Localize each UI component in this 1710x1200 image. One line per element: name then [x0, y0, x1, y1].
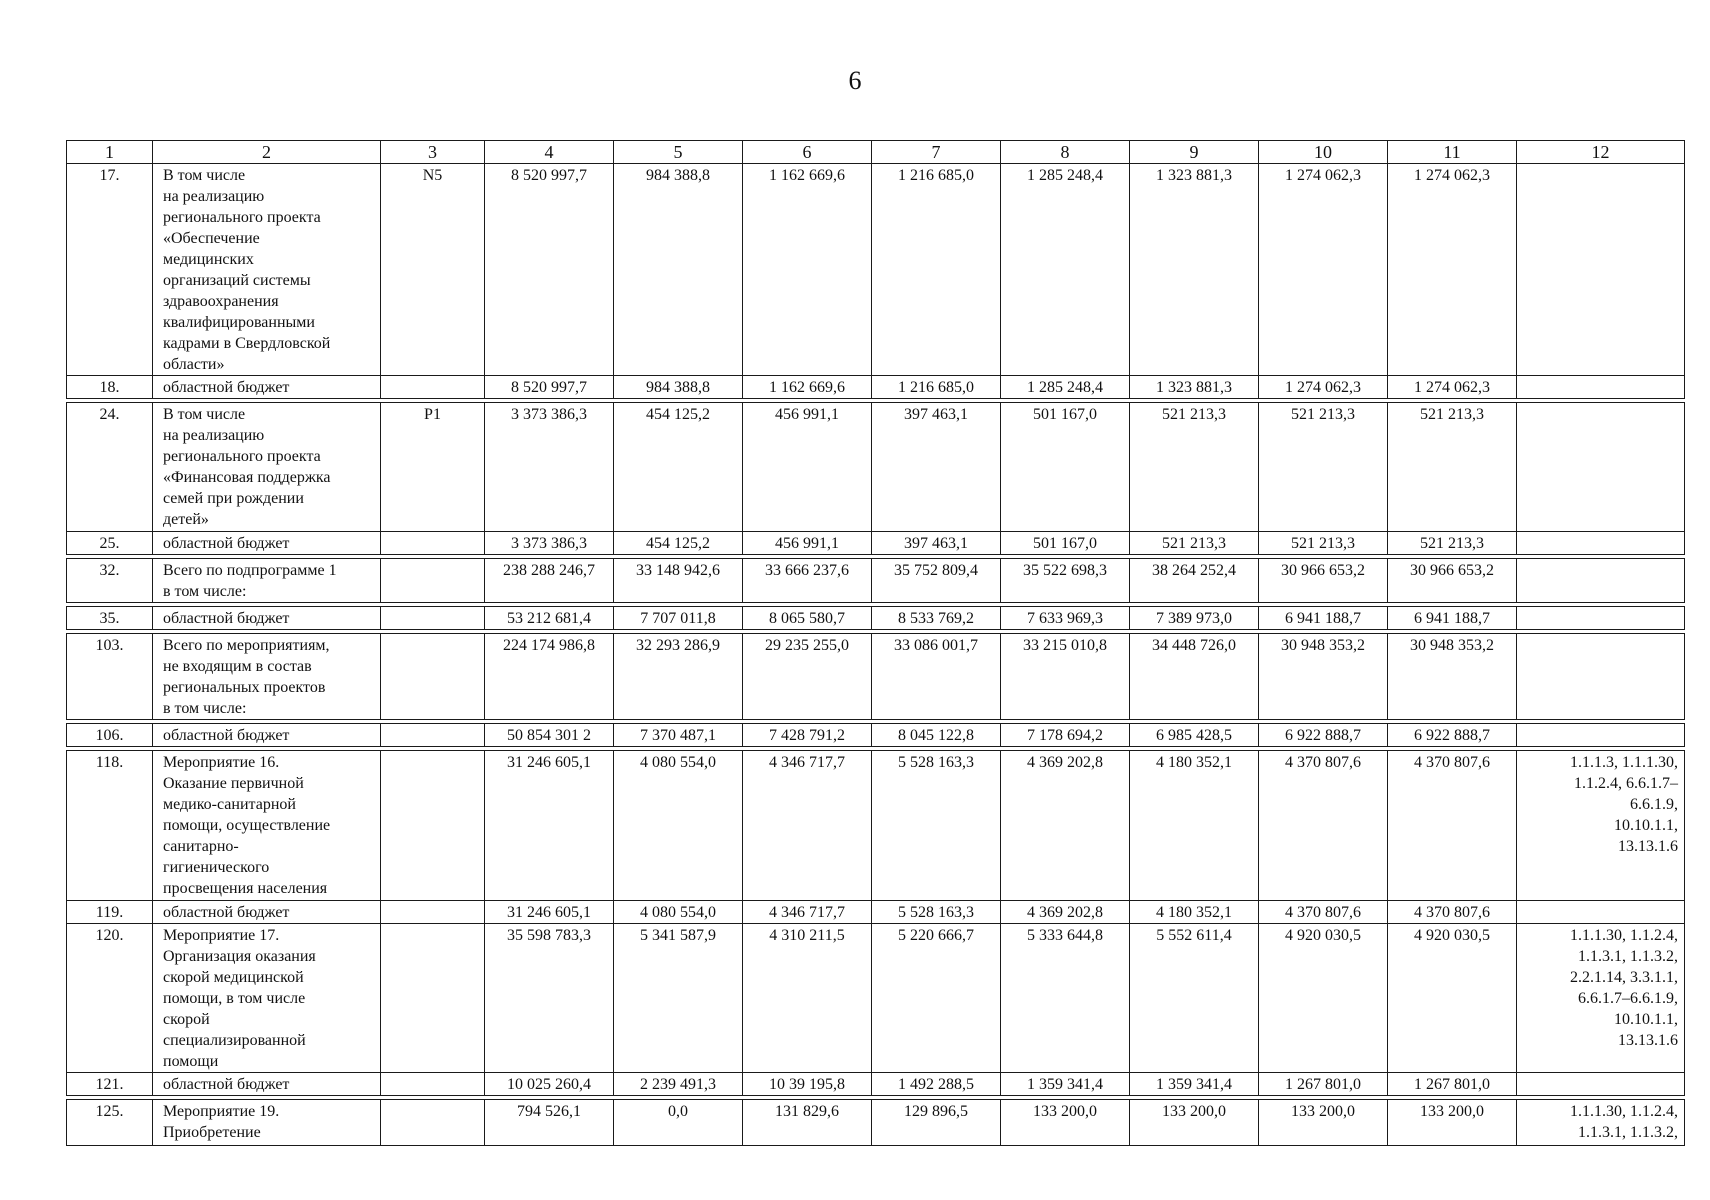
amount-col-4: 8 520 997,7	[485, 164, 614, 376]
row-title-text: областной бюджет	[163, 379, 290, 396]
amount-col-11: 30 948 353,2	[1388, 634, 1517, 720]
row-title-text: Мероприятие 16. Оказание первичной медико-санитарной помощи, осуществление санитарно- гигиенического просвещения населения	[163, 754, 331, 897]
target-indicator-refs	[1517, 403, 1685, 532]
amount-col-6: 33 666 237,6	[743, 559, 872, 603]
amount-col-5: 33 148 942,6	[614, 559, 743, 603]
row-title-text: Мероприятие 17. Организация оказания скорой медицинской помощи, в том числе скорой специализированной помощи	[163, 927, 316, 1070]
amount-col-6: 1 162 669,6	[743, 164, 872, 376]
column-header-1: 1	[67, 141, 153, 164]
row-number: 119.	[67, 901, 153, 924]
amount-col-5: 32 293 286,9	[614, 634, 743, 720]
column-header-7: 7	[872, 141, 1001, 164]
amount-col-4: 31 246 605,1	[485, 901, 614, 924]
amount-col-10: 521 213,3	[1259, 532, 1388, 555]
row-number: 106.	[67, 724, 153, 747]
target-indicator-refs	[1517, 532, 1685, 555]
project-code	[381, 924, 485, 1073]
amount-col-8: 7 178 694,2	[1001, 724, 1130, 747]
amount-col-6: 4 346 717,7	[743, 901, 872, 924]
amount-col-6: 8 065 580,7	[743, 607, 872, 630]
table-row	[67, 724, 1685, 747]
amount-col-11: 4 920 030,5	[1388, 924, 1517, 1073]
amount-col-7: 8 533 769,2	[872, 607, 1001, 630]
amount-col-5: 454 125,2	[614, 532, 743, 555]
row-number: 25.	[67, 532, 153, 555]
row-title	[153, 164, 381, 376]
amount-col-8: 501 167,0	[1001, 403, 1130, 532]
amount-col-4: 35 598 783,3	[485, 924, 614, 1073]
amount-col-6: 4 310 211,5	[743, 924, 872, 1073]
table-row	[67, 164, 1685, 376]
amount-col-8: 1 359 341,4	[1001, 1073, 1130, 1096]
row-number: 24.	[67, 403, 153, 532]
row-title-text: областной бюджет	[163, 610, 290, 627]
amount-col-4: 3 373 386,3	[485, 532, 614, 555]
row-title	[153, 924, 381, 1073]
amount-col-11: 521 213,3	[1388, 403, 1517, 532]
row-title-text: В том числе на реализацию регионального проекта «Финансовая поддержка семей при рождении детей»	[163, 406, 331, 528]
amount-col-8: 35 522 698,3	[1001, 559, 1130, 603]
page-number: 6	[848, 66, 862, 95]
column-header-10: 10	[1259, 141, 1388, 164]
amount-col-5: 7 707 011,8	[614, 607, 743, 630]
column-header-2: 2	[153, 141, 381, 164]
column-header-3: 3	[381, 141, 485, 164]
amount-col-6: 4 346 717,7	[743, 751, 872, 901]
amount-col-7: 33 086 001,7	[872, 634, 1001, 720]
amount-col-9: 34 448 726,0	[1130, 634, 1259, 720]
amount-col-8: 4 369 202,8	[1001, 751, 1130, 901]
project-code	[381, 559, 485, 603]
amount-col-5: 454 125,2	[614, 403, 743, 532]
amount-col-8: 33 215 010,8	[1001, 634, 1130, 720]
row-title	[153, 607, 381, 630]
table-row	[67, 1073, 1685, 1096]
budget-table	[66, 140, 1685, 1146]
amount-col-8: 7 633 969,3	[1001, 607, 1130, 630]
amount-col-4: 50 854 301 2	[485, 724, 614, 747]
amount-col-6: 7 428 791,2	[743, 724, 872, 747]
amount-col-9: 7 389 973,0	[1130, 607, 1259, 630]
column-header-12: 12	[1517, 141, 1685, 164]
row-title	[153, 376, 381, 399]
amount-col-6: 29 235 255,0	[743, 634, 872, 720]
amount-col-9: 6 985 428,5	[1130, 724, 1259, 747]
amount-col-4: 10 025 260,4	[485, 1073, 614, 1096]
amount-col-9: 4 180 352,1	[1130, 751, 1259, 901]
row-number: 18.	[67, 376, 153, 399]
table-row	[67, 403, 1685, 532]
amount-col-7: 1 216 685,0	[872, 164, 1001, 376]
budget-table-container	[66, 140, 1678, 1146]
table-row	[67, 751, 1685, 901]
amount-col-9: 1 359 341,4	[1130, 1073, 1259, 1096]
target-indicator-refs: 1.1.1.30, 1.1.2.4, 1.1.3.1, 1.1.3.2, 2.2.1.14, 3.3.1.1, 6.6.1.7–6.6.1.9, 10.10.1.1, 13.13.1.6	[1517, 924, 1685, 1073]
amount-col-9: 38 264 252,4	[1130, 559, 1259, 603]
row-title	[153, 532, 381, 555]
row-title-text: Мероприятие 19. Приобретение	[163, 1103, 280, 1141]
column-header-5: 5	[614, 141, 743, 164]
amount-col-8: 133 200,0	[1001, 1100, 1130, 1146]
amount-col-7: 35 752 809,4	[872, 559, 1001, 603]
amount-col-11: 1 274 062,3	[1388, 376, 1517, 399]
target-indicator-refs	[1517, 634, 1685, 720]
amount-col-4: 794 526,1	[485, 1100, 614, 1146]
amount-col-4: 53 212 681,4	[485, 607, 614, 630]
amount-col-7: 129 896,5	[872, 1100, 1001, 1146]
project-code	[381, 532, 485, 555]
row-title	[153, 751, 381, 901]
row-title	[153, 724, 381, 747]
amount-col-4: 3 373 386,3	[485, 403, 614, 532]
amount-col-4: 8 520 997,7	[485, 376, 614, 399]
amount-col-8: 1 285 248,4	[1001, 164, 1130, 376]
amount-col-10: 6 922 888,7	[1259, 724, 1388, 747]
amount-col-10: 1 274 062,3	[1259, 376, 1388, 399]
row-title	[153, 1100, 381, 1146]
row-title	[153, 634, 381, 720]
table-row	[67, 532, 1685, 555]
amount-col-10: 1 274 062,3	[1259, 164, 1388, 376]
row-title	[153, 901, 381, 924]
amount-col-8: 501 167,0	[1001, 532, 1130, 555]
column-header-8: 8	[1001, 141, 1130, 164]
amount-col-5: 4 080 554,0	[614, 751, 743, 901]
row-title	[153, 559, 381, 603]
row-title-text: Всего по подпрограмме 1 в том числе:	[163, 562, 337, 600]
target-indicator-refs	[1517, 164, 1685, 376]
amount-col-11: 1 267 801,0	[1388, 1073, 1517, 1096]
project-code	[381, 901, 485, 924]
amount-col-4: 31 246 605,1	[485, 751, 614, 901]
amount-col-9: 521 213,3	[1130, 532, 1259, 555]
table-row	[67, 924, 1685, 1073]
amount-col-11: 1 274 062,3	[1388, 164, 1517, 376]
amount-col-5: 984 388,8	[614, 164, 743, 376]
amount-col-8: 5 333 644,8	[1001, 924, 1130, 1073]
project-code: N5	[381, 164, 485, 376]
amount-col-6: 456 991,1	[743, 532, 872, 555]
amount-col-10: 4 370 807,6	[1259, 751, 1388, 901]
row-number: 32.	[67, 559, 153, 603]
amount-col-6: 456 991,1	[743, 403, 872, 532]
project-code	[381, 751, 485, 901]
project-code	[381, 1100, 485, 1146]
target-indicator-refs	[1517, 559, 1685, 603]
amount-col-10: 4 370 807,6	[1259, 901, 1388, 924]
amount-col-11: 4 370 807,6	[1388, 901, 1517, 924]
amount-col-10: 6 941 188,7	[1259, 607, 1388, 630]
amount-col-4: 224 174 986,8	[485, 634, 614, 720]
column-header-11: 11	[1388, 141, 1517, 164]
amount-col-9: 133 200,0	[1130, 1100, 1259, 1146]
target-indicator-refs: 1.1.1.3, 1.1.1.30, 1.1.2.4, 6.6.1.7– 6.6.1.9, 10.10.1.1, 13.13.1.6	[1517, 751, 1685, 901]
row-number: 103.	[67, 634, 153, 720]
amount-col-7: 5 528 163,3	[872, 901, 1001, 924]
table-row	[67, 376, 1685, 399]
amount-col-4: 238 288 246,7	[485, 559, 614, 603]
amount-col-5: 2 239 491,3	[614, 1073, 743, 1096]
amount-col-6: 1 162 669,6	[743, 376, 872, 399]
amount-col-7: 397 463,1	[872, 403, 1001, 532]
row-title-text: Всего по мероприятиям, не входящим в состав региональных проектов в том числе:	[163, 637, 330, 717]
amount-col-10: 4 920 030,5	[1259, 924, 1388, 1073]
amount-col-11: 4 370 807,6	[1388, 751, 1517, 901]
target-indicator-refs	[1517, 376, 1685, 399]
row-title-text: областной бюджет	[163, 535, 290, 552]
amount-col-11: 30 966 653,2	[1388, 559, 1517, 603]
row-title-text: областной бюджет	[163, 727, 290, 744]
amount-col-6: 131 829,6	[743, 1100, 872, 1146]
table-row	[67, 559, 1685, 603]
project-code	[381, 376, 485, 399]
amount-col-7: 397 463,1	[872, 532, 1001, 555]
row-number: 121.	[67, 1073, 153, 1096]
table-body	[67, 141, 1685, 1146]
column-header-9: 9	[1130, 141, 1259, 164]
amount-col-10: 133 200,0	[1259, 1100, 1388, 1146]
amount-col-6: 10 39 195,8	[743, 1073, 872, 1096]
column-header-6: 6	[743, 141, 872, 164]
row-number: 17.	[67, 164, 153, 376]
amount-col-10: 1 267 801,0	[1259, 1073, 1388, 1096]
amount-col-9: 521 213,3	[1130, 403, 1259, 532]
amount-col-5: 0,0	[614, 1100, 743, 1146]
amount-col-7: 5 220 666,7	[872, 924, 1001, 1073]
amount-col-5: 4 080 554,0	[614, 901, 743, 924]
row-title-text: В том числе на реализацию регионального проекта «Обеспечение медицинских организаций системы здравоохранения квалифицированными кадрами в Свердловской области»	[163, 167, 331, 373]
project-code	[381, 607, 485, 630]
target-indicator-refs: 1.1.1.30, 1.1.2.4, 1.1.3.1, 1.1.3.2,	[1517, 1100, 1685, 1146]
table-row	[67, 607, 1685, 630]
amount-col-10: 521 213,3	[1259, 403, 1388, 532]
project-code	[381, 634, 485, 720]
amount-col-7: 1 216 685,0	[872, 376, 1001, 399]
target-indicator-refs	[1517, 1073, 1685, 1096]
amount-col-5: 5 341 587,9	[614, 924, 743, 1073]
amount-col-7: 8 045 122,8	[872, 724, 1001, 747]
row-title	[153, 1073, 381, 1096]
amount-col-8: 1 285 248,4	[1001, 376, 1130, 399]
project-code: P1	[381, 403, 485, 532]
row-number: 118.	[67, 751, 153, 901]
target-indicator-refs	[1517, 724, 1685, 747]
row-number: 125.	[67, 1100, 153, 1146]
project-code	[381, 724, 485, 747]
table-row	[67, 1100, 1685, 1146]
amount-col-5: 984 388,8	[614, 376, 743, 399]
project-code	[381, 1073, 485, 1096]
amount-col-7: 1 492 288,5	[872, 1073, 1001, 1096]
row-number: 120.	[67, 924, 153, 1073]
amount-col-9: 1 323 881,3	[1130, 376, 1259, 399]
row-title-text: областной бюджет	[163, 1076, 290, 1093]
amount-col-5: 7 370 487,1	[614, 724, 743, 747]
row-number: 35.	[67, 607, 153, 630]
amount-col-10: 30 948 353,2	[1259, 634, 1388, 720]
row-title-text: областной бюджет	[163, 904, 290, 921]
amount-col-11: 6 941 188,7	[1388, 607, 1517, 630]
amount-col-7: 5 528 163,3	[872, 751, 1001, 901]
amount-col-11: 521 213,3	[1388, 532, 1517, 555]
target-indicator-refs	[1517, 901, 1685, 924]
amount-col-9: 5 552 611,4	[1130, 924, 1259, 1073]
amount-col-8: 4 369 202,8	[1001, 901, 1130, 924]
table-row	[67, 634, 1685, 720]
table-row	[67, 901, 1685, 924]
row-title	[153, 403, 381, 532]
target-indicator-refs	[1517, 607, 1685, 630]
column-header-4: 4	[485, 141, 614, 164]
amount-col-11: 133 200,0	[1388, 1100, 1517, 1146]
amount-col-9: 1 323 881,3	[1130, 164, 1259, 376]
header-row	[67, 141, 1685, 164]
amount-col-9: 4 180 352,1	[1130, 901, 1259, 924]
amount-col-10: 30 966 653,2	[1259, 559, 1388, 603]
amount-col-11: 6 922 888,7	[1388, 724, 1517, 747]
